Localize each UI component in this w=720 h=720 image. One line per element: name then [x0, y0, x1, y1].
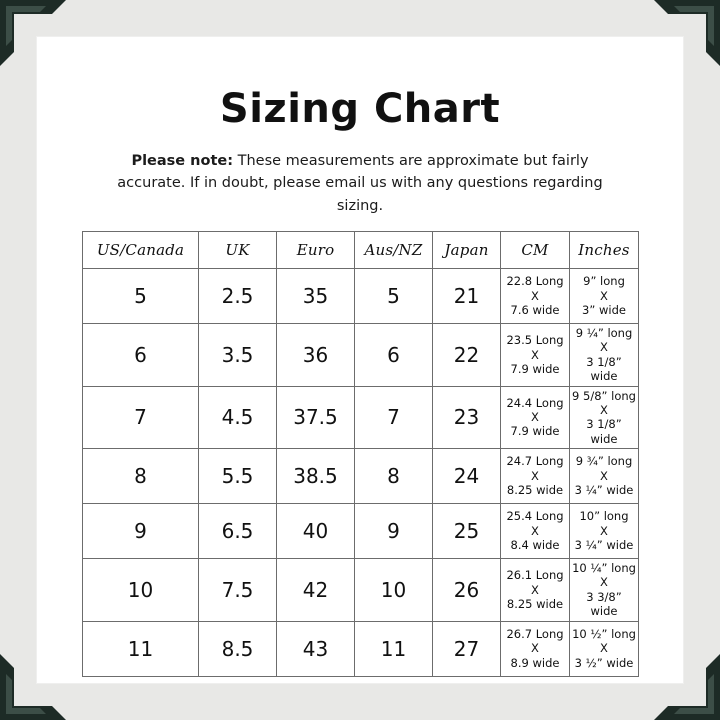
sizing-table — [82, 231, 639, 677]
table-row — [83, 504, 639, 559]
column-header-japan: Japan — [433, 232, 501, 269]
cell-anz: 8 — [355, 449, 433, 504]
cell-anz: 9 — [355, 504, 433, 559]
column-header-uk: UK — [199, 232, 277, 269]
cell-us: 8 — [83, 449, 199, 504]
cell-cm-x: X — [531, 347, 539, 362]
cell-inches-x: X — [600, 575, 608, 590]
cell-inches-long: 10 ½” long — [572, 626, 636, 641]
cell-uk: 7.5 — [199, 559, 277, 622]
cell-inches-long: 9” long — [583, 274, 625, 289]
cell-cm-wide: 7.9 wide — [510, 424, 560, 439]
cell-inches — [570, 324, 639, 387]
cell-inches-wide: 3 1/8” wide — [586, 354, 622, 384]
cell-cm-wide: 8.25 wide — [506, 596, 564, 611]
cell-inches — [570, 621, 639, 676]
cell-cm-x: X — [531, 410, 539, 425]
cell-inches — [570, 269, 639, 324]
table-row — [83, 269, 639, 324]
table-row — [83, 324, 639, 387]
cell-cm-x: X — [531, 288, 539, 303]
cell-cm-wide: 8.9 wide — [510, 655, 560, 670]
table-row — [83, 621, 639, 676]
cell-japan: 24 — [433, 449, 501, 504]
cell-inches-x: X — [600, 340, 608, 355]
cell-inches — [570, 559, 639, 622]
cell-us: 5 — [83, 269, 199, 324]
table-row — [83, 449, 639, 504]
column-header-cm: CM — [501, 232, 570, 269]
cell-japan: 25 — [433, 504, 501, 559]
table-header-row — [83, 232, 639, 269]
please-note-body: These measurements are approximate but fairly accurate. If in doubt, please email us with any questions regarding sizing. — [117, 153, 603, 214]
cell-inches-long: 9 ¼” long — [575, 326, 633, 340]
cell-japan: 23 — [433, 386, 501, 449]
cell-cm-wide: 8.4 wide — [510, 538, 560, 553]
cell-cm — [501, 449, 570, 504]
cell-cm-x: X — [531, 582, 539, 597]
cell-inches-long: 10” long — [579, 509, 629, 524]
corner-ornament-top-left — [0, 0, 66, 66]
cell-cm — [501, 386, 570, 449]
cell-inches-wide: 3” wide — [582, 303, 626, 318]
please-note-text — [110, 150, 610, 217]
cell-cm-long: 23.5 Long — [506, 333, 564, 348]
cell-euro: 43 — [277, 621, 355, 676]
cell-inches-x: X — [600, 402, 608, 417]
cell-inches-long: 9 5/8” long — [572, 388, 636, 403]
cell-uk: 6.5 — [199, 504, 277, 559]
cell-uk: 8.5 — [199, 621, 277, 676]
cell-inches-wide: 3 3/8” wide — [586, 589, 622, 619]
cell-cm-long: 24.4 Long — [506, 395, 564, 410]
cell-uk: 2.5 — [199, 269, 277, 324]
cell-cm-wide: 7.6 wide — [510, 303, 560, 318]
cell-inches-wide: 3 ¼” wide — [574, 483, 634, 498]
column-header-inches: Inches — [570, 232, 639, 269]
corner-ornament-top-right — [654, 0, 720, 66]
cell-us: 6 — [83, 324, 199, 387]
cell-euro: 38.5 — [277, 449, 355, 504]
cell-uk: 5.5 — [199, 449, 277, 504]
sizing-table-container — [82, 231, 638, 677]
page-title: Sizing Chart — [219, 86, 501, 132]
cell-cm-long: 26.1 Long — [506, 568, 564, 583]
cell-us: 7 — [83, 386, 199, 449]
cell-anz: 7 — [355, 386, 433, 449]
corner-ornament-bottom-left — [0, 654, 66, 720]
column-header-euro: Euro — [277, 232, 355, 269]
corner-ornament-bottom-right — [654, 654, 720, 720]
cell-anz: 11 — [355, 621, 433, 676]
cell-inches-wide: 3 ½” wide — [574, 655, 634, 670]
cell-euro: 37.5 — [277, 386, 355, 449]
cell-us: 10 — [83, 559, 199, 622]
cell-euro: 42 — [277, 559, 355, 622]
cell-inches-x: X — [600, 468, 608, 483]
column-header-aus-nz: Aus/NZ — [355, 232, 433, 269]
cell-japan: 22 — [433, 324, 501, 387]
cell-inches-x: X — [600, 523, 608, 538]
cell-cm — [501, 324, 570, 387]
cell-inches-long: 9 ¾” long — [575, 454, 633, 469]
cell-cm-x: X — [531, 468, 539, 483]
cell-euro: 35 — [277, 269, 355, 324]
cell-euro: 36 — [277, 324, 355, 387]
cell-us: 11 — [83, 621, 199, 676]
cell-cm-x: X — [531, 641, 539, 656]
cell-cm-long: 22.8 Long — [506, 274, 564, 289]
cell-cm — [501, 621, 570, 676]
please-note-label: Please note: — [131, 153, 234, 169]
cell-inches-long: 10 ¼” long — [572, 561, 636, 575]
cell-inches — [570, 449, 639, 504]
cell-anz: 6 — [355, 324, 433, 387]
cell-euro: 40 — [277, 504, 355, 559]
cell-anz: 5 — [355, 269, 433, 324]
cell-cm — [501, 559, 570, 622]
column-header-us-canada: US/Canada — [83, 232, 199, 269]
cell-cm-long: 25.4 Long — [506, 509, 564, 524]
cell-inches-wide: 3 ¼” wide — [574, 538, 634, 553]
cell-us: 9 — [83, 504, 199, 559]
table-row — [83, 386, 639, 449]
cell-uk: 3.5 — [199, 324, 277, 387]
cell-uk: 4.5 — [199, 386, 277, 449]
cell-anz: 10 — [355, 559, 433, 622]
cell-cm-long: 24.7 Long — [506, 454, 564, 469]
cell-inches-x: X — [600, 288, 608, 303]
cell-cm — [501, 504, 570, 559]
cell-cm-x: X — [531, 523, 539, 538]
cell-cm-wide: 7.9 wide — [510, 361, 560, 376]
cell-inches-x: X — [600, 641, 608, 656]
cell-inches — [570, 386, 639, 449]
cell-japan: 21 — [433, 269, 501, 324]
cell-japan: 26 — [433, 559, 501, 622]
cell-cm-wide: 8.25 wide — [506, 483, 564, 498]
cell-cm-long: 26.7 Long — [506, 626, 564, 641]
cell-inches — [570, 504, 639, 559]
cell-cm — [501, 269, 570, 324]
cell-inches-wide: 3 1/8” wide — [586, 417, 622, 446]
cell-japan: 27 — [433, 621, 501, 676]
table-row — [83, 559, 639, 622]
